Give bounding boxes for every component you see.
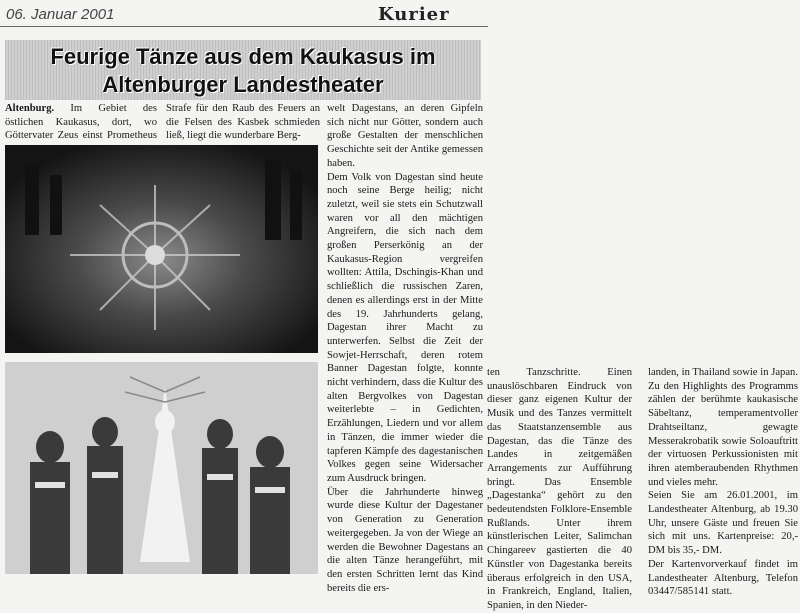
article-column-3 <box>327 102 483 595</box>
publication-date: 06. Januar 2001 <box>6 6 115 23</box>
column-5-paragraph-2: Seien Sie am 26.01.2001, im Landestheater Altenburg, ab 19.30 Uhr, unsere Gäste und freuen Sie sich mit uns. Kartenpreise: 20,- DM bis 35,- DM. <box>648 490 798 557</box>
column-2-text: Strafe für den Raub des Feuers an die Felsen des Kasbek schmieden ließ, liegt die wunderbare Berg- <box>166 103 320 142</box>
newspaper-name: Kurier <box>378 4 450 25</box>
article-column-5 <box>648 366 798 599</box>
article-column-2 <box>166 102 320 143</box>
column-3-paragraph-2: Dem Volk von Dagestan sind heute noch seine Berge heilig; nicht zuletzt, weil sie stets ein Schutzwall waren vor all den mächtigen Angreifern, die sich nach dem großen Perserkönig an der Kaukasus-Region vergreifen wollten: Attila, Dschingis-Khan und schließlich die russischen Zaren, denen es allerdings erst in der Mitte des 19. Jahrhunderts gelang, Dagestan ihrer Macht zu unterwerfen. Selbst die Zeit der Sowjet-Herrschaft, deren rotem Banner Dagestan folgte, konnte nicht verhindern, dass die Kultur des alten Bergvolkes von Dagestan weiterlebte – in Gedichten, Erzählungen, Liedern und vor allem in Tänzen, die immer wieder die tapferen Kämpfe des dagestanischen Volkes gegen seine Widersacher zum Ausdruck bringen. <box>327 171 483 484</box>
photo-costumed-dancers <box>5 362 318 574</box>
column-5-paragraph-3: Der Kartenvorverkauf findet im Landestheater Altenburg, Telefon 03447/585141 statt. <box>648 558 798 598</box>
column-3-paragraph-1: welt Dagestans, an deren Gipfeln sich nicht nur Götter, sondern auch große Gestalten der menschlichen Geschichte seit der Antike gemessen haben. <box>327 103 483 169</box>
article-column-4 <box>487 366 632 613</box>
column-3-paragraph-3: Über die Jahrhunderte hinweg wurde diese Kultur der Dagestaner von Generation zu Generation weitergegeben. Ja von der Wiege an werden die Bewohner Dagestans an die alten Tänze herangeführt, mit den ersten Schritten lernt das Kind bereits die ers- <box>327 486 483 594</box>
column-1-text: Im Gebiet des östlichen Kaukasus, dort, wo Göttervater Zeus einst Prometheus <box>5 103 157 142</box>
dateline: Altenburg. <box>5 103 55 114</box>
header-rule <box>0 26 488 27</box>
column-4-text: ten Tanzschritte. Einen unauslöschbaren Eindruck von dieser ganz eigenen Kultur der Musik und des Tanzes vermittelt das Staatstanzensemble aus Dagestan, das die Tänze des Landes in zeitgemäßen Arrangements zur Aufführung bringt. Das Ensemble „Dagestanka“ gehört zu den bedeutendsten Folklore-Ensemble Rußlands. Unter ihrem künstlerischen Leiter, Salimchan Chingareev gastierten die 40 Künstler von Dagestanka bereits überaus erfolgreich in den USA, in Frankreich, England, Italien, Spanien, in den Nieder- <box>487 367 632 611</box>
photo-dance-formation <box>5 145 318 353</box>
column-5-paragraph-1: landen, in Thailand sowie in Japan. Zu den Highlights des Programms zählen der berühmte kaukasische Säbeltanz, temperamentvoller Drahtseiltanz, gewagte Messerakrobatik sowie Soloauftritt der virtuosen Perkussionisten mit ihren atemberaubenden Rhythmen und vieles mehr. <box>648 367 798 488</box>
article-headline: Feurige Tänze aus dem Kaukasus im Altenburger Landestheater <box>50 44 436 97</box>
